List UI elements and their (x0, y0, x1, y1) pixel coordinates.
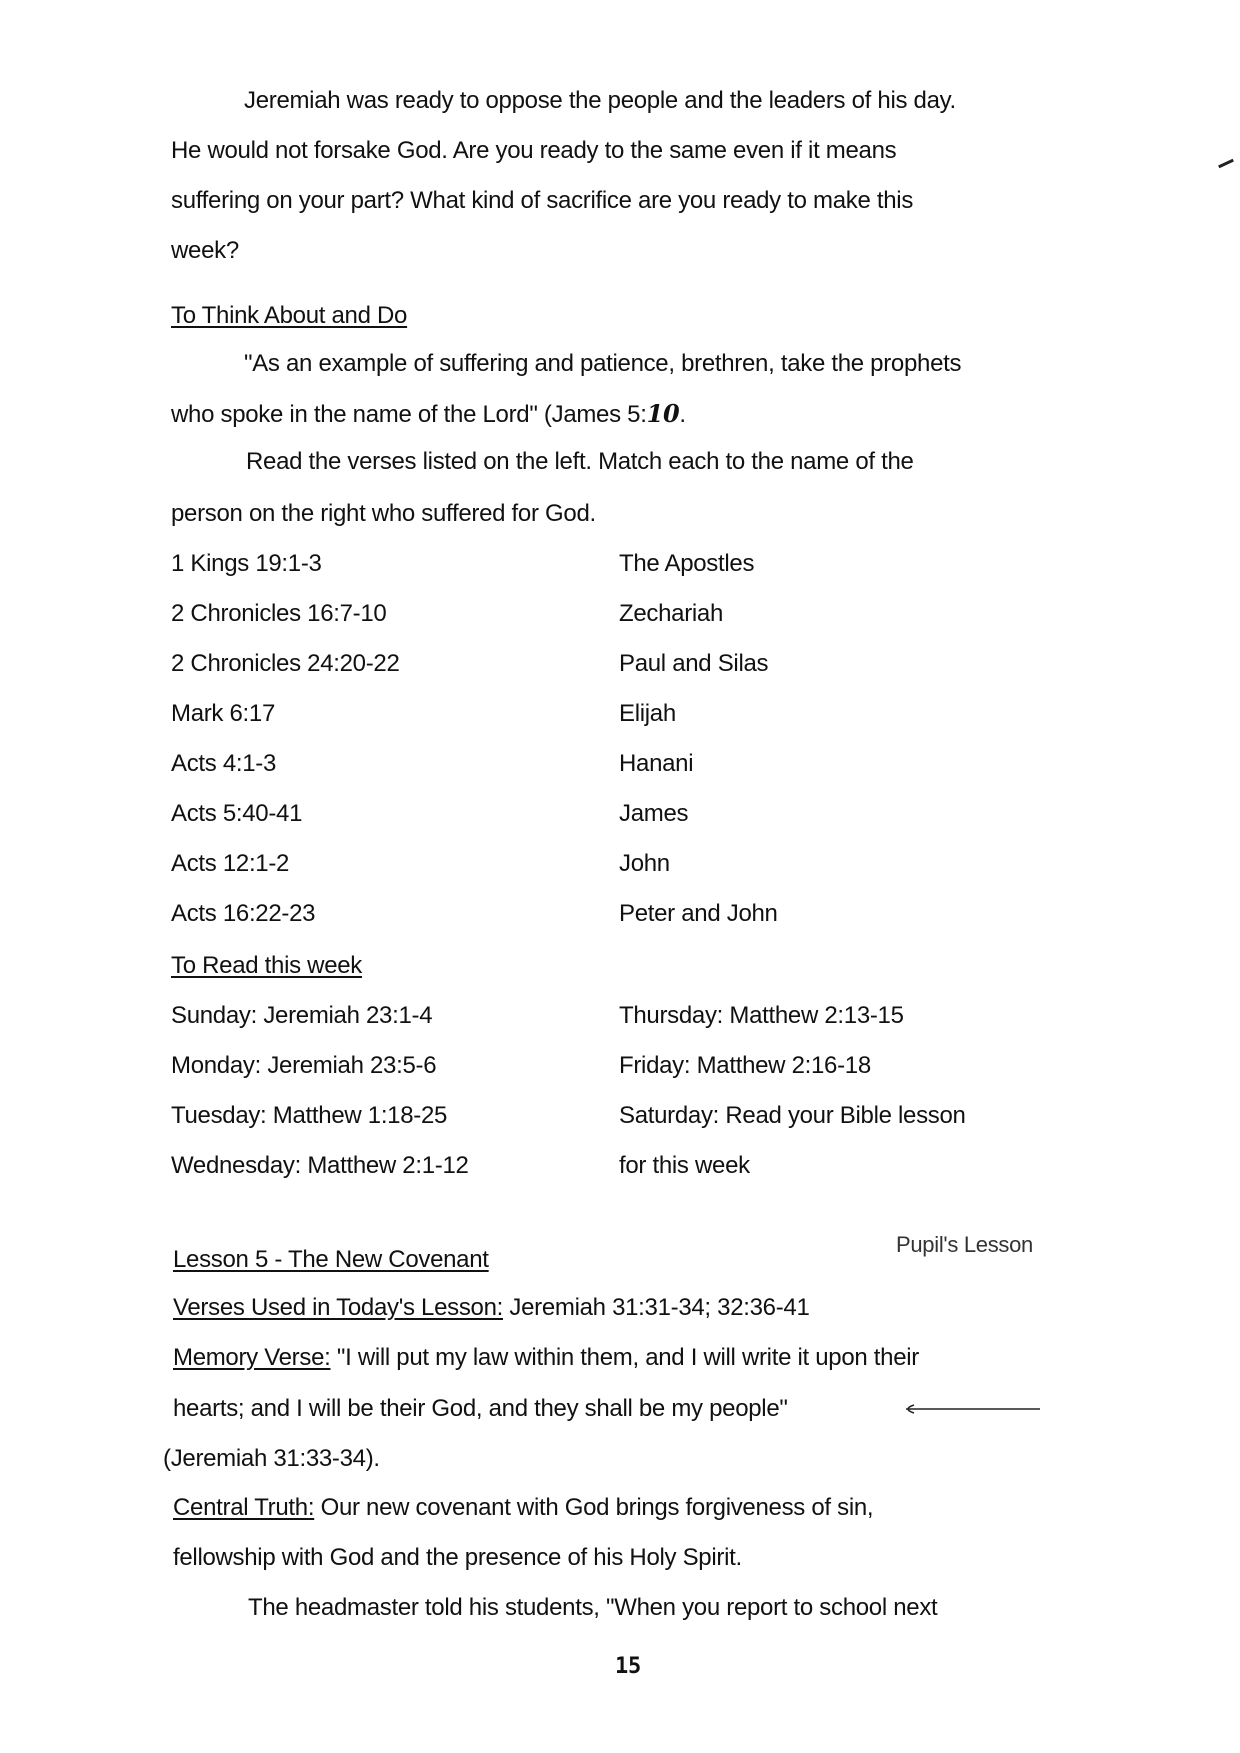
verse-reference: Acts 4:1-3 (171, 750, 277, 777)
central-truth-line: fellowship with God and the presence of his Holy Spirit. (173, 1544, 742, 1571)
verse-reference: Mark 6:17 (171, 700, 276, 727)
person-name: Zechariah (619, 600, 724, 627)
pupils-lesson-tag: Pupil's Lesson (896, 1232, 1033, 1257)
quote-line (171, 399, 686, 429)
quote-line: "As an example of suffering and patience, brethren, take the prophets (244, 350, 962, 377)
person-name: John (619, 850, 670, 877)
verse-reference: 1 Kings 19:1-3 (171, 550, 322, 577)
reading-day: Thursday: Matthew 2:13-15 (619, 1002, 904, 1029)
reading-day: Friday: Matthew 2:16-18 (619, 1052, 871, 1079)
person-name: James (619, 800, 689, 827)
text-line: Jeremiah was ready to oppose the people and the leaders of his day. (244, 87, 956, 114)
central-truth-line (173, 1493, 873, 1523)
verse-reference: Acts 5:40-41 (171, 800, 303, 827)
person-name: Hanani (619, 750, 694, 777)
memory-verse-line: hearts; and I will be their God, and they shall be my people" (173, 1395, 788, 1422)
verses-used-line (173, 1293, 810, 1323)
scan-mark (1218, 159, 1234, 168)
instruction-line: Read the verses listed on the left. Match each to the name of the (246, 448, 914, 475)
verse-reference: 2 Chronicles 24:20-22 (171, 650, 400, 677)
text-line: suffering on your part? What kind of sacrifice are you ready to make this (171, 187, 914, 214)
memory-text: "I will put my law within them, and I will write it upon their (336, 1344, 919, 1371)
truth-text: Our new covenant with God brings forgiveness of sin, (320, 1494, 874, 1521)
reading-day: Sunday: Jeremiah 23:1-4 (171, 1002, 433, 1029)
text-line: He would not forsake God. Are you ready to the same even if it means (171, 137, 897, 164)
person-name: Peter and John (619, 900, 778, 927)
page-number: 15 (615, 1654, 641, 1679)
quote-text: who spoke in the name of the Lord" (James 5: (171, 401, 647, 428)
verses-label: Verses Used in Today's Lesson: (173, 1294, 504, 1321)
truth-label: Central Truth: (173, 1494, 315, 1521)
handwritten-arrow-icon (900, 1402, 1042, 1416)
quote-end: . (679, 401, 686, 428)
memory-verse-line (173, 1343, 919, 1373)
verse-reference: Acts 12:1-2 (171, 850, 290, 877)
memory-reference: (Jeremiah 31:33-34). (163, 1445, 380, 1472)
text-line: week? (171, 237, 239, 264)
person-name: Paul and Silas (619, 650, 769, 677)
reading-day: Monday: Jeremiah 23:5-6 (171, 1052, 437, 1079)
person-name: The Apostles (619, 550, 755, 577)
verse-reference: Acts 16:22-23 (171, 900, 316, 927)
handwritten-verse-number: 10 (646, 399, 680, 428)
lesson-title: Lesson 5 - The New Covenant (173, 1246, 489, 1273)
instruction-line: person on the right who suffered for God. (171, 500, 596, 527)
section-heading-think: To Think About and Do (171, 302, 408, 329)
story-line: The headmaster told his students, "When you report to school next (248, 1594, 938, 1621)
reading-day: for this week (619, 1152, 750, 1179)
section-heading-reading: To Read this week (171, 952, 363, 979)
verse-reference: 2 Chronicles 16:7-10 (171, 600, 387, 627)
verses-value: Jeremiah 31:31-34; 32:36-41 (509, 1294, 810, 1321)
reading-day: Tuesday: Matthew 1:18-25 (171, 1102, 448, 1129)
reading-day: Wednesday: Matthew 2:1-12 (171, 1152, 469, 1179)
reading-day: Saturday: Read your Bible lesson (619, 1102, 966, 1129)
person-name: Elijah (619, 700, 676, 727)
memory-label: Memory Verse: (173, 1344, 331, 1371)
